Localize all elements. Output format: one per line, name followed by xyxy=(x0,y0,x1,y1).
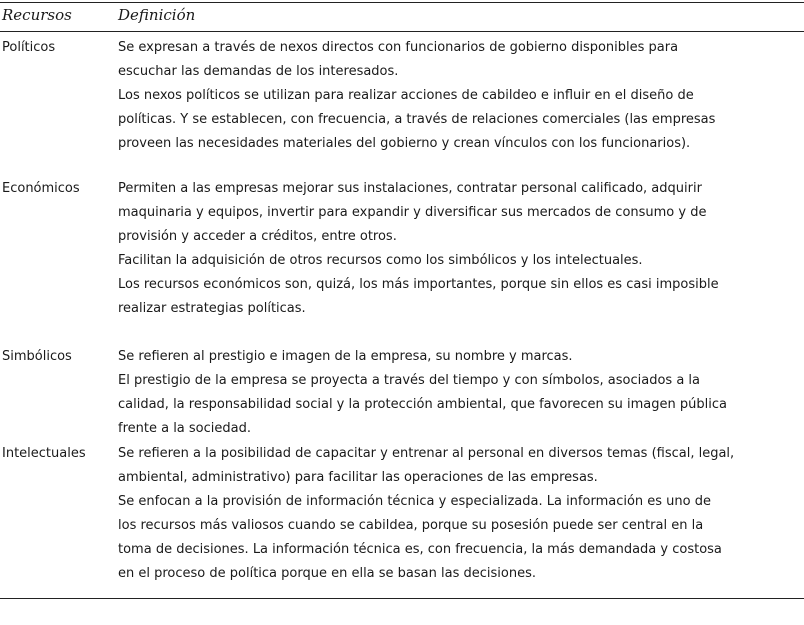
definition-line: escuchar las demandas de los interesados. xyxy=(118,64,399,79)
header-definicion: Definición xyxy=(118,6,196,24)
table-top-rule xyxy=(0,2,804,3)
definition-line: El prestigio de la empresa se proyecta a través del tiempo y con símbolos, asociados a la xyxy=(118,373,701,388)
definition-line: Permiten a las empresas mejorar sus instalaciones, contratar personal calificado, adquirir xyxy=(118,181,702,196)
row-definition xyxy=(118,442,804,586)
definition-line: maquinaria y equipos, invertir para expandir y diversificar sus mercados de consumo y de xyxy=(118,205,707,220)
definition-line: políticas. Y se establecen, con frecuencia, a través de relaciones comerciales (las empresas xyxy=(118,112,716,127)
definition-line: Los nexos políticos se utilizan para realizar acciones de cabildeo e influir en el diseño de xyxy=(118,88,694,103)
definition-line: Facilitan la adquisición de otros recursos como los simbólicos y los intelectuales. xyxy=(118,253,643,268)
definition-line: Los recursos económicos son, quizá, los más importantes, porque sin ellos es casi imposible xyxy=(118,277,719,292)
table-bottom-rule xyxy=(0,598,804,599)
definition-line: calidad, la responsabilidad social y la protección ambiental, que favorecen su imagen pública xyxy=(118,397,727,412)
definition-line: los recursos más valiosos cuando se cabildea, porque su posesión puede ser central en la xyxy=(118,518,704,533)
definition-line: en el proceso de política porque en ella se basan las decisiones. xyxy=(118,566,536,581)
definition-line: ambiental, administrativo) para facilitar las operaciones de las empresas. xyxy=(118,470,598,485)
row-label: Intelectuales xyxy=(2,446,86,461)
definition-line: proveen las necesidades materiales del gobierno y crean vínculos con los funcionarios). xyxy=(118,136,691,151)
header-recursos: Recursos xyxy=(2,6,72,24)
row-label: Políticos xyxy=(2,40,56,55)
definition-line: Se expresan a través de nexos directos con funcionarios de gobierno disponibles para xyxy=(118,40,679,55)
definition-line: frente a la sociedad. xyxy=(118,421,251,436)
definition-line: Se enfocan a la provisión de información técnica y especializada. La información es uno de xyxy=(118,494,711,509)
row-label: Económicos xyxy=(2,181,80,196)
definition-line: Se refieren a la posibilidad de capacitar y entrenar al personal en diversos temas (fiscal, legal, xyxy=(118,446,735,461)
definition-line: realizar estrategias políticas. xyxy=(118,301,306,316)
definition-line: provisión y acceder a créditos, entre otros. xyxy=(118,229,397,244)
row-definition xyxy=(118,177,804,321)
row-definition xyxy=(118,345,804,441)
row-label: Simbólicos xyxy=(2,349,72,364)
table-header-rule xyxy=(0,31,804,32)
row-definition xyxy=(118,36,804,156)
definition-line: toma de decisiones. La información técnica es, con frecuencia, la más demandada y costosa xyxy=(118,542,722,557)
definition-line: Se refieren al prestigio e imagen de la empresa, su nombre y marcas. xyxy=(118,349,573,364)
